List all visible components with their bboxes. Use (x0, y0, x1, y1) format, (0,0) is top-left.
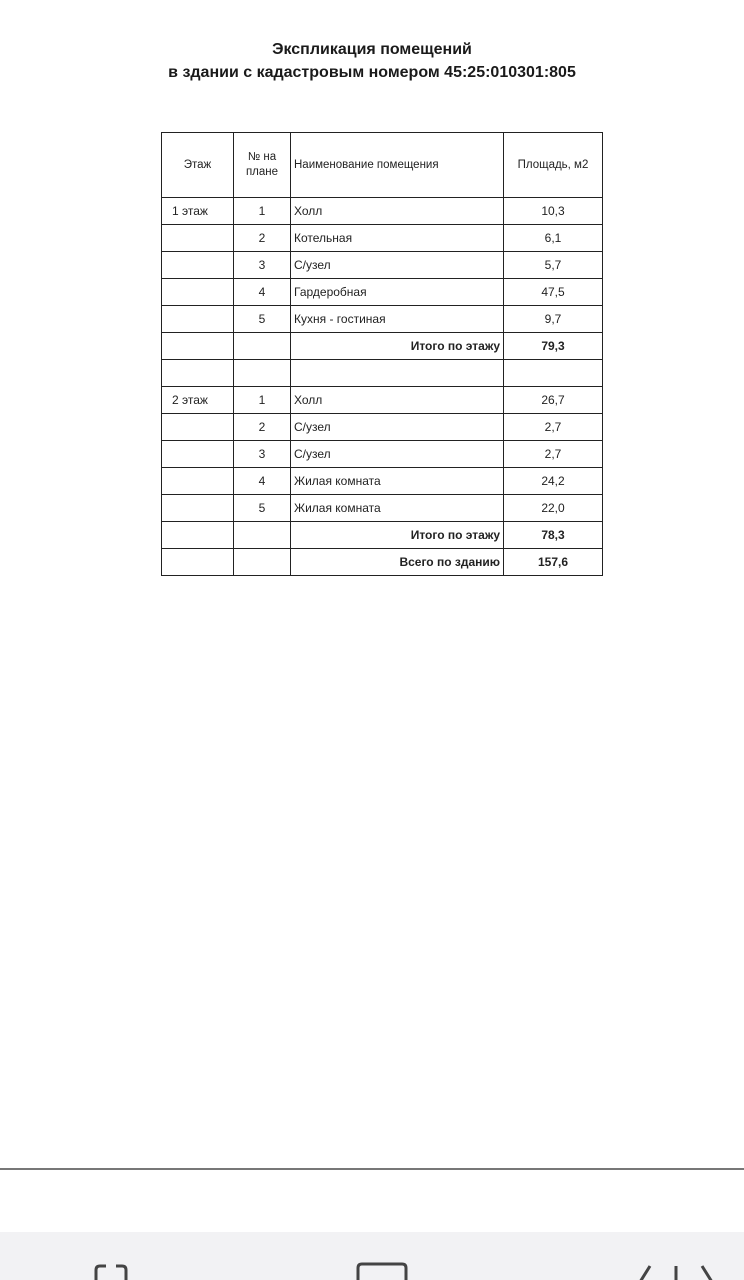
area-cell: 2,7 (504, 441, 603, 468)
plan-no-cell: 2 (234, 225, 291, 252)
spacer-row (162, 360, 603, 387)
floor-cell: 1 этаж (162, 198, 234, 225)
floor-total-label: Итого по этажу (291, 333, 504, 360)
empty-cell (234, 360, 291, 387)
grand-total-row (162, 549, 603, 576)
table-row (162, 387, 603, 414)
floor-total-row (162, 522, 603, 549)
empty-cell (162, 522, 234, 549)
empty-cell (234, 333, 291, 360)
plan-no-cell: 4 (234, 279, 291, 306)
table-row (162, 198, 603, 225)
title-line-2: в здании с кадастровым номером 45:25:010301:805 (168, 64, 576, 81)
toolbar-icon-partial[interactable] (352, 1260, 412, 1280)
floor-cell (162, 252, 234, 279)
area-cell: 2,7 (504, 414, 603, 441)
toolbar-icon-partial[interactable] (636, 1260, 716, 1280)
explication-table (161, 132, 603, 576)
empty-cell (162, 549, 234, 576)
floor-total-label: Итого по этажу (291, 522, 504, 549)
room-name-cell: Холл (291, 198, 504, 225)
empty-cell (234, 549, 291, 576)
floor-cell (162, 225, 234, 252)
area-cell: 6,1 (504, 225, 603, 252)
title-line-1: Экспликация помещений (272, 41, 472, 58)
header-area: Площадь, м2 (504, 133, 603, 198)
room-name-cell: Гардеробная (291, 279, 504, 306)
plan-no-cell: 1 (234, 387, 291, 414)
grand-total-label: Всего по зданию (291, 549, 504, 576)
room-name-cell: Жилая комната (291, 495, 504, 522)
floor-cell (162, 468, 234, 495)
table-header-row (162, 133, 603, 198)
header-plan-no: № на плане (234, 133, 291, 198)
floor-cell: 2 этаж (162, 387, 234, 414)
table-row (162, 495, 603, 522)
plan-no-cell: 5 (234, 306, 291, 333)
table-row (162, 441, 603, 468)
area-cell: 22,0 (504, 495, 603, 522)
floor-cell (162, 306, 234, 333)
plan-no-cell: 4 (234, 468, 291, 495)
table-row (162, 225, 603, 252)
bottom-toolbar (0, 1232, 744, 1280)
area-cell: 24,2 (504, 468, 603, 495)
plan-no-cell: 5 (234, 495, 291, 522)
plan-no-cell: 3 (234, 252, 291, 279)
toolbar-icon-partial[interactable] (92, 1260, 130, 1280)
area-cell: 26,7 (504, 387, 603, 414)
empty-cell (162, 360, 234, 387)
plan-no-cell: 2 (234, 414, 291, 441)
header-room-name: Наименование помещения (291, 133, 504, 198)
empty-cell (291, 360, 504, 387)
floor-total-row (162, 333, 603, 360)
area-cell: 47,5 (504, 279, 603, 306)
floor-total-value: 79,3 (504, 333, 603, 360)
room-name-cell: Жилая комната (291, 468, 504, 495)
area-cell: 9,7 (504, 306, 603, 333)
room-name-cell: Кухня - гостиная (291, 306, 504, 333)
empty-cell (234, 522, 291, 549)
room-name-cell: С/узел (291, 441, 504, 468)
room-name-cell: Котельная (291, 225, 504, 252)
area-cell: 10,3 (504, 198, 603, 225)
table-row (162, 279, 603, 306)
header-floor: Этаж (162, 133, 234, 198)
floor-cell (162, 441, 234, 468)
floor-cell (162, 279, 234, 306)
room-name-cell: С/узел (291, 252, 504, 279)
room-name-cell: Холл (291, 387, 504, 414)
empty-cell (162, 333, 234, 360)
plan-no-cell: 3 (234, 441, 291, 468)
plan-no-cell: 1 (234, 198, 291, 225)
floor-cell (162, 414, 234, 441)
floor-total-value: 78,3 (504, 522, 603, 549)
table-row (162, 468, 603, 495)
table-row (162, 252, 603, 279)
floor-cell (162, 495, 234, 522)
table-row (162, 306, 603, 333)
page-divider (0, 1168, 744, 1170)
document-title (0, 38, 744, 84)
room-name-cell: С/узел (291, 414, 504, 441)
table-row (162, 414, 603, 441)
area-cell: 5,7 (504, 252, 603, 279)
empty-cell (504, 360, 603, 387)
grand-total-value: 157,6 (504, 549, 603, 576)
